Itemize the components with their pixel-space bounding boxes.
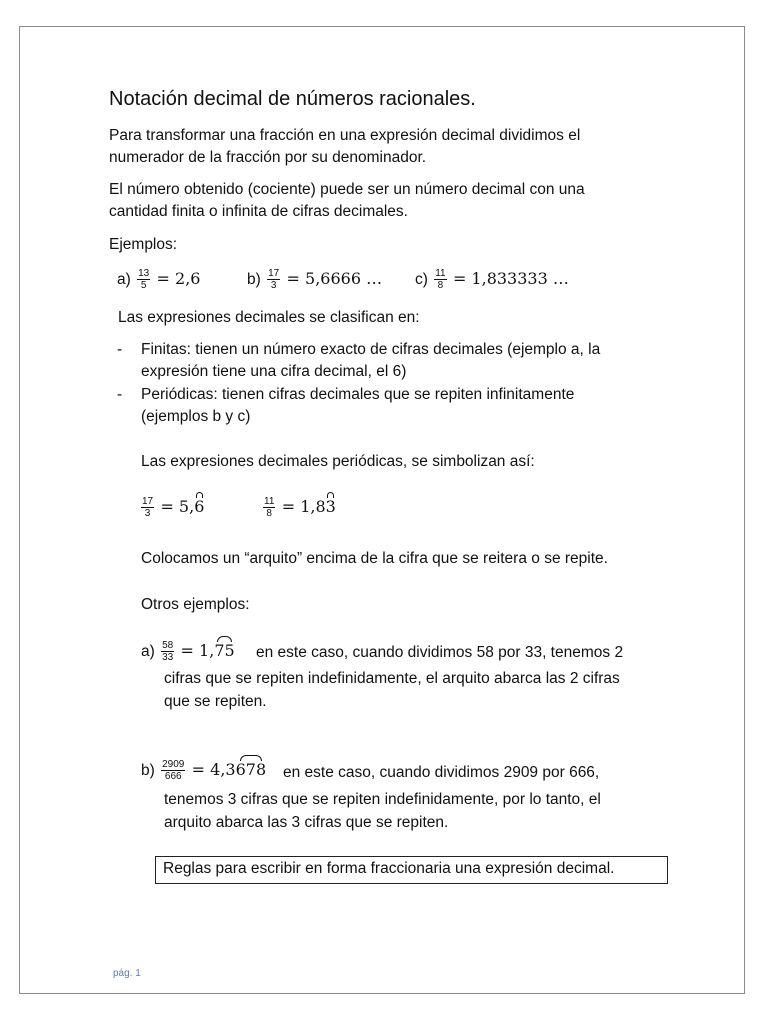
fraction [263,496,275,519]
periodic-intro: Las expresiones decimales periódicas, se simbolizan así: [141,453,535,470]
examples-label: Ejemplos: [109,236,178,253]
decimal-prefix: = 5, [160,497,195,516]
fraction [161,759,185,782]
other-example-a-line-3: que se repiten. [164,693,267,710]
other-example-b-line-3: arquito abarca las 3 cifras que se repiten. [164,814,449,831]
page-title: Notación decimal de números racionales. [109,88,476,110]
denominator: 33 [162,652,174,664]
example-label: b) [141,762,155,779]
intro-line-2: numerador de la fracción por su denominador. [109,149,427,166]
numerator: 17 [268,268,280,280]
arquito-text: Colocamos un “arquito” encima de la cifra que se reitera o se repite. [141,550,608,567]
repeating-digits: 6 [194,497,205,516]
list-dash-finite: - [117,341,123,358]
classify-intro: Las expresiones decimales se clasifican en: [118,309,420,326]
page-number: pág. 1 [113,968,141,979]
list-periodic-line-2: (ejemplos b y c) [141,408,251,425]
periodic-example-2 [261,496,336,519]
example-label: a) [141,643,155,660]
other-example-b-head [141,759,266,782]
example-label: b) [247,271,261,288]
other-example-a-line-1: en este caso, cuando dividimos 58 por 33, tenemos 2 [256,644,624,661]
decimal-prefix: = 1, [180,641,215,660]
example-b [247,268,382,291]
example-result: = 1,833333 … [452,269,569,288]
denominator: 3 [270,280,277,292]
numerator: 2909 [162,759,185,771]
numerator: 13 [138,268,150,280]
decimal-prefix: = 4,3 [191,760,236,779]
list-finite-line-2: expresión tiene una cifra decimal, el 6) [141,363,407,380]
periodic-example-1 [139,496,204,519]
numerator: 11 [264,496,275,508]
repeating-digits: 678 [235,760,267,779]
other-example-b-line-1: en este caso, cuando dividimos 2909 por 666, [283,764,600,781]
fraction [141,496,154,519]
example-a [117,268,200,291]
list-finite-line-1: Finitas: tienen un número exacto de cifras decimales (ejemplo a, la [141,341,601,358]
numerator: 11 [435,268,446,280]
denominator: 8 [437,280,444,292]
other-example-a-line-2: cifras que se repiten indefinidamente, el arquito abarca las 2 cifras [164,670,620,687]
rules-box [155,856,668,884]
decimal-prefix: = 1,8 [281,497,326,516]
list-periodic-line-1: Periódicas: tienen cifras decimales que se repiten infinitamente [141,386,575,403]
example-label: c) [415,271,428,288]
other-example-a-head [141,640,235,663]
fraction [161,640,174,663]
fraction [267,268,280,291]
numerator: 58 [162,640,174,652]
fraction [137,268,150,291]
example-label: a) [117,271,131,288]
list-dash-periodic: - [117,386,123,403]
numerator: 17 [142,496,154,508]
example-result: = 2,6 [156,269,201,288]
example-c [415,268,569,291]
repeating-digits: 75 [214,641,235,660]
intro-line-3: El número obtenido (cociente) puede ser un número decimal con una [109,181,585,198]
intro-line-4: cantidad finita o infinita de cifras decimales. [109,203,408,220]
denominator: 5 [140,280,147,292]
fraction [434,268,446,291]
others-label: Otros ejemplos: [141,596,250,613]
intro-line-1: Para transformar una fracción en una expresión decimal dividimos el [109,127,581,144]
example-result: = 5,6666 … [286,269,383,288]
other-example-b-line-2: tenemos 3 cifras que se repiten indefinidamente, por lo tanto, el [164,791,601,808]
denominator: 8 [266,508,272,520]
denominator: 666 [164,771,182,783]
document-page [19,26,745,994]
repeating-digits: 3 [325,497,336,516]
denominator: 3 [144,508,151,520]
rules-box-text: Reglas para escribir en forma fraccionaria una expresión decimal. [163,860,615,877]
